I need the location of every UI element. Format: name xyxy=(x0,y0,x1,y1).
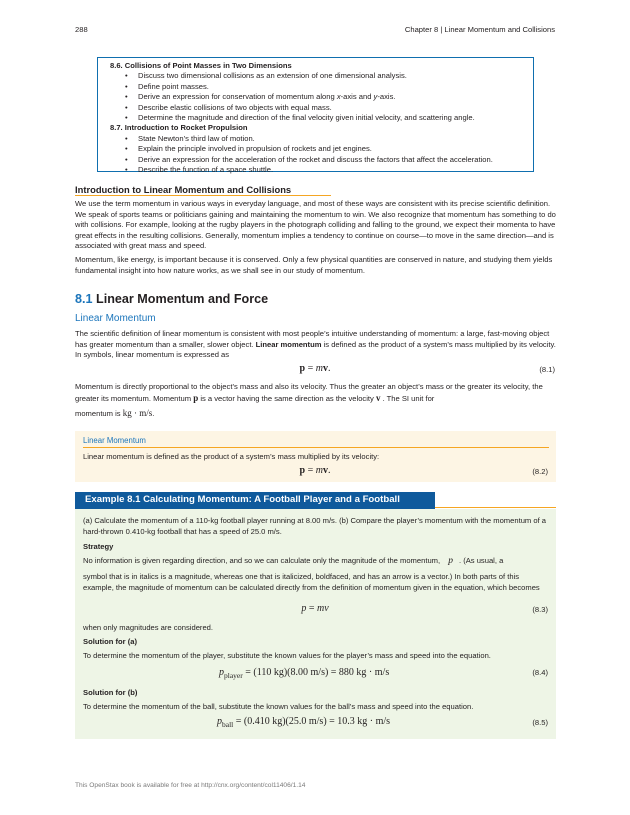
equation-8-3: p = mv xyxy=(301,603,329,614)
symbol-p-magnitude: p xyxy=(448,556,453,566)
objective-item: • Explain the principle involved in propulsion of rockets and jet engines. xyxy=(138,144,540,154)
definition-title: Linear Momentum xyxy=(83,436,146,445)
section-number: 8.1 xyxy=(75,292,93,306)
si-unit-line: momentum is kg · m/s. xyxy=(75,408,155,418)
objective-item: • Describe elastic collisions of two objects with equal mass. xyxy=(138,103,540,113)
example-problem: (a) Calculate the momentum of a 110-kg football player running at 8.00 m/s. (b) Compare the player’s momentum with the momentum of a hard-thrown 0.410-kg football that has a speed of 25.0 m/s. xyxy=(83,516,547,536)
symbol-p: p xyxy=(193,392,199,403)
objective-section-title: 8.6. Collisions of Point Masses in Two Dimensions xyxy=(110,61,292,70)
objective-item: • Derive an expression for conservation of momentum along x-axis and y-axis. xyxy=(138,92,540,102)
section-title-text: Linear Momentum and Force xyxy=(96,292,269,306)
equation-8-1: p = mv. xyxy=(299,363,331,374)
intro-heading-underline xyxy=(75,195,331,196)
solution-b-text: To determine the momentum of the ball, substitute the known values for the ball’s mass and speed into the equation. xyxy=(83,702,474,711)
equation-number: (8.2) xyxy=(532,467,548,476)
solution-a-text: To determine the momentum of the player, substitute the known values for the player’s mass and speed into the equation. xyxy=(83,651,491,660)
objective-item: • Discuss two dimensional collisions as an extension of one dimensional analysis. xyxy=(138,71,540,81)
example-title: Example 8.1 Calculating Momentum: A Football Player and a Football xyxy=(85,494,400,505)
strategy-text: symbol that is in italics is a magnitude, whereas one that is italicized, boldfaced, and has an arrow is a vector.) In both parts of this example, the magnitude of momentum can be calculated directly from the definition of momentum given in the equation, which becomes xyxy=(83,572,540,592)
subscript-ball: ball xyxy=(222,720,234,729)
solution-a-label: Solution for (a) xyxy=(83,637,137,646)
definition-text: Linear momentum is defined as the product of a system’s mass multiplied by its velocity: xyxy=(83,452,380,461)
objective-item: • Determine the magnitude and direction of the final velocity given initial velocity, and scattering angle. xyxy=(138,113,540,123)
subscript-player: player xyxy=(224,671,243,680)
equation-number: (8.1) xyxy=(539,365,555,374)
equation-number: (8.5) xyxy=(532,718,548,727)
chapter-header: Chapter 8 | Linear Momentum and Collisions xyxy=(404,25,555,34)
strategy-label: Strategy xyxy=(83,542,114,551)
objective-item: • Describe the function of a space shuttle. xyxy=(138,165,540,175)
objectives-list xyxy=(110,61,540,175)
example-title-underline xyxy=(435,507,556,508)
solution-b-label: Solution for (b) xyxy=(83,688,138,697)
section-title xyxy=(75,292,268,306)
equation-number: (8.4) xyxy=(532,668,548,677)
definition-title-underline xyxy=(83,447,549,448)
objective-item: • Define point masses. xyxy=(138,82,540,92)
objective-item: • Derive an expression for the acceleration of the rocket and discuss the factors that affect the acceleration. xyxy=(138,155,540,165)
magnitude-note: when only magnitudes are considered. xyxy=(83,623,214,632)
equation-8-4: $p_{player} = (110$ kg)(8.00 m/s) = 880 kg · m/s xyxy=(219,667,390,680)
equation-8-5: $p_{ball} = (0.410$ kg)(25.0 m/s) = 10.3 kg · m/s xyxy=(217,716,391,729)
equation-number: (8.3) xyxy=(532,605,548,614)
definition-paragraph: The scientific definition of linear momentum is consistent with most people’s intuitive understanding of momentum: a large, fast-moving object has greater momentum than a smaller, slower object. Linear momentum is defined as the product of a system’s mass multiplied by its velocity. In symbols, linear momentum is expressed as xyxy=(75,329,556,360)
page-number: 288 xyxy=(75,25,88,34)
key-term: Linear momentum xyxy=(255,339,322,349)
momentum-paragraph: Momentum is directly proportional to the object’s mass and also its velocity. Thus the greater an object’s mass or the greater its velocity, the greater its momentum. Momentum p is a vector having the same direction as the velocity v . The SI unit for xyxy=(75,382,543,403)
footer-note: This OpenStax book is available for free at http://cnx.org/content/col11406/1.14 xyxy=(75,782,306,789)
objective-section-title: 8.7. Introduction to Rocket Propulsion xyxy=(110,123,248,133)
intro-paragraph-1: We use the term momentum in various ways in everyday language, and most of these ways are consistent with its precise scientific definition. We speak of sports teams or politicians gaining and maintaining the momentum to win. We also recognize that momentum has something to do with collisions. For example, looking at the rugby players in the photograph colliding and falling to the ground, we expect their momenta to have great effects in the resulting collisions. Generally, momentum implies a tendency to continue on course—to move in the same direction—and is associated with great mass and speed. xyxy=(75,199,556,251)
intro-heading: Introduction to Linear Momentum and Collisions xyxy=(75,184,292,195)
si-unit: kg · m/s xyxy=(122,408,153,418)
subheading-linear-momentum: Linear Momentum xyxy=(75,313,156,324)
strategy-text-line-1: No information is given regarding direction, and so we can calculate only the magnitude of the momentum, p . (As usual, a xyxy=(83,556,504,566)
equation-8-2: p = mv. xyxy=(299,465,331,476)
intro-paragraph-2: Momentum, like energy, is important because it is conserved. Only a few physical quantities are conserved in nature, and studying them yields fundamental insight into how nature works, as we shall see in our study of momentum. xyxy=(75,255,553,275)
objective-item: • State Newton’s third law of motion. xyxy=(138,134,540,144)
symbol-v: v xyxy=(375,392,381,403)
